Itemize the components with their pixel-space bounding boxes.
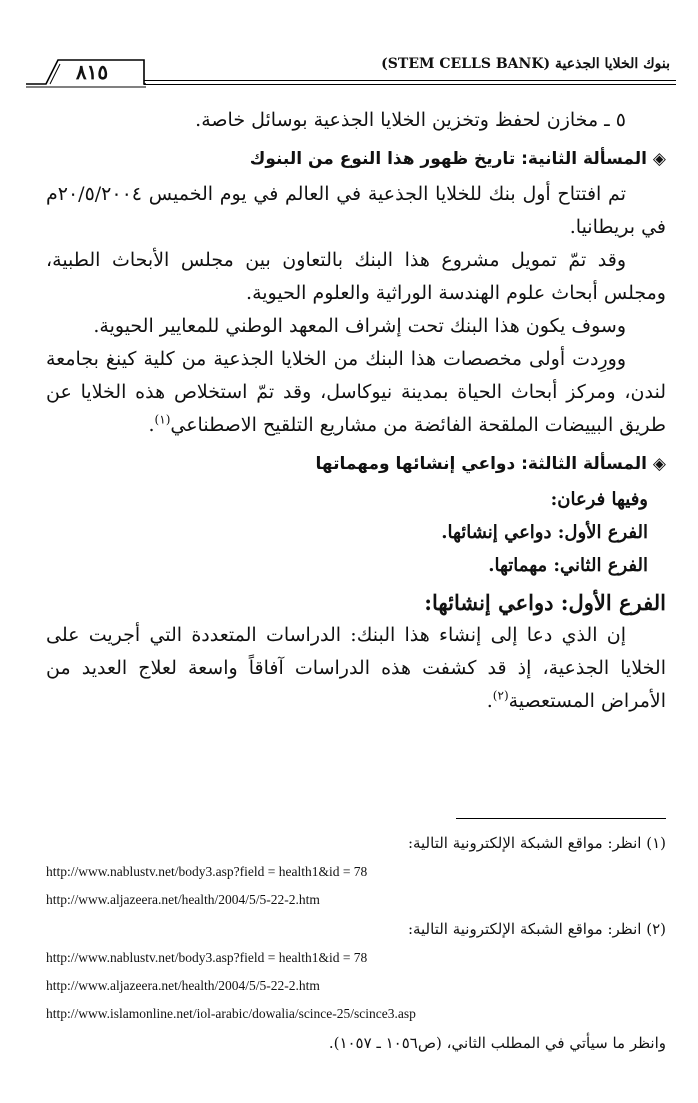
diamond-bullet-icon: ◈ (652, 454, 666, 474)
branches-intro: وفيها فرعان: (550, 489, 648, 510)
section-label: المسألة الثانية: (521, 149, 647, 169)
section-heading-2 (46, 143, 666, 176)
branch-1-line: الفرع الأول: دواعي إنشائها. (441, 522, 648, 543)
section-heading-3 (46, 448, 666, 481)
branch-2-line: الفرع الثاني: مهماتها. (488, 555, 648, 576)
footnote-rule (456, 818, 666, 819)
section-label: المسألة الثالثة: (521, 454, 647, 474)
paragraph-end: . (148, 414, 155, 436)
paragraph-text: إن الذي دعا إلى إنشاء هذا البنك: الدراسات المتعددة التي أجريت على الخلايا الجذعية، إذ قد كشفت هذه الدراسات آفاقاً واسعة لعلاج العديد من الأمراض المستعصية (46, 624, 666, 712)
list-item-5: ٥ ـ مخازن لحفظ وتخزين الخلايا الجذعية بوسائل خاصة. (195, 109, 626, 131)
footnote-link: http://www.nablustv.net/body3.asp?field = health1&id = 78 (46, 864, 368, 879)
paragraph: وقد تمّ تمويل مشروع هذا البنك بالتعاون بين مجلس الأبحاث الطبية، ومجلس أبحاث علوم الهندسة الوراثية والعلوم الحيوية. (46, 249, 666, 304)
paragraph: وسوف يكون هذا البنك تحت إشراف المعهد الوطني للمعايير الحيوية. (93, 315, 626, 337)
paragraph-text: وورِدت أولى مخصصات هذا البنك من الخلايا الجذعية من كلية كينغ بجامعة لندن، ومركز أبحاث الحياة بمدينة نيوكاسل، وقد تمّ استخلاص هذه الخلايا عن طريق البييضات الملقحة الفائضة من مشاريع التلقيح الاصطناعي (46, 348, 666, 436)
paragraph (46, 343, 666, 442)
paragraph: تم افتتاح أول بنك للخلايا الجذعية في العالم في يوم الخميس ٢٠/٥/٢٠٠٤م في بريطانيا. (46, 183, 666, 238)
main-text (46, 104, 666, 718)
footnotes (46, 828, 666, 1058)
footnote-2: (٢) انظر: مواقع الشبكة الإلكترونية التالية: (407, 920, 666, 938)
footnote-ref: (٢) (492, 688, 509, 703)
running-title: بنوك الخلايا الجذعية (STEM CELLS BANK) (381, 56, 670, 72)
paragraph (46, 619, 666, 718)
section-title: تاريخ ظهور هذا النوع من البنوك (249, 149, 516, 169)
footnote-1: (١) انظر: مواقع الشبكة الإلكترونية التالية: (407, 834, 666, 852)
header-rule (144, 80, 676, 81)
footnote-link: http://www.aljazeera.net/health/2004/5/5-22-2.htm (46, 978, 320, 993)
footnote-link: http://www.aljazeera.net/health/2004/5/5-22-2.htm (46, 892, 320, 907)
footnote-link: http://www.nablustv.net/body3.asp?field = health1&id = 78 (46, 950, 368, 965)
footnote-2-note: وانظر ما سيأتي في المطلب الثاني، (ص١٠٥٦ ـ ١٠٥٧). (328, 1034, 666, 1052)
footnote-link: http://www.islamonline.net/iol-arabic/dowalia/scince-25/scince3.asp (46, 1006, 416, 1021)
paragraph-end: . (486, 690, 493, 712)
page-number: ٨١٥ (75, 60, 109, 84)
footnote-ref: (١) (154, 412, 171, 427)
diamond-bullet-icon: ◈ (652, 149, 666, 169)
branch-1-heading: الفرع الأول: دواعي إنشائها: (424, 590, 666, 615)
section-title: دواعي إنشائها ومهماتها (315, 454, 516, 474)
header-rule-thin (144, 84, 676, 85)
